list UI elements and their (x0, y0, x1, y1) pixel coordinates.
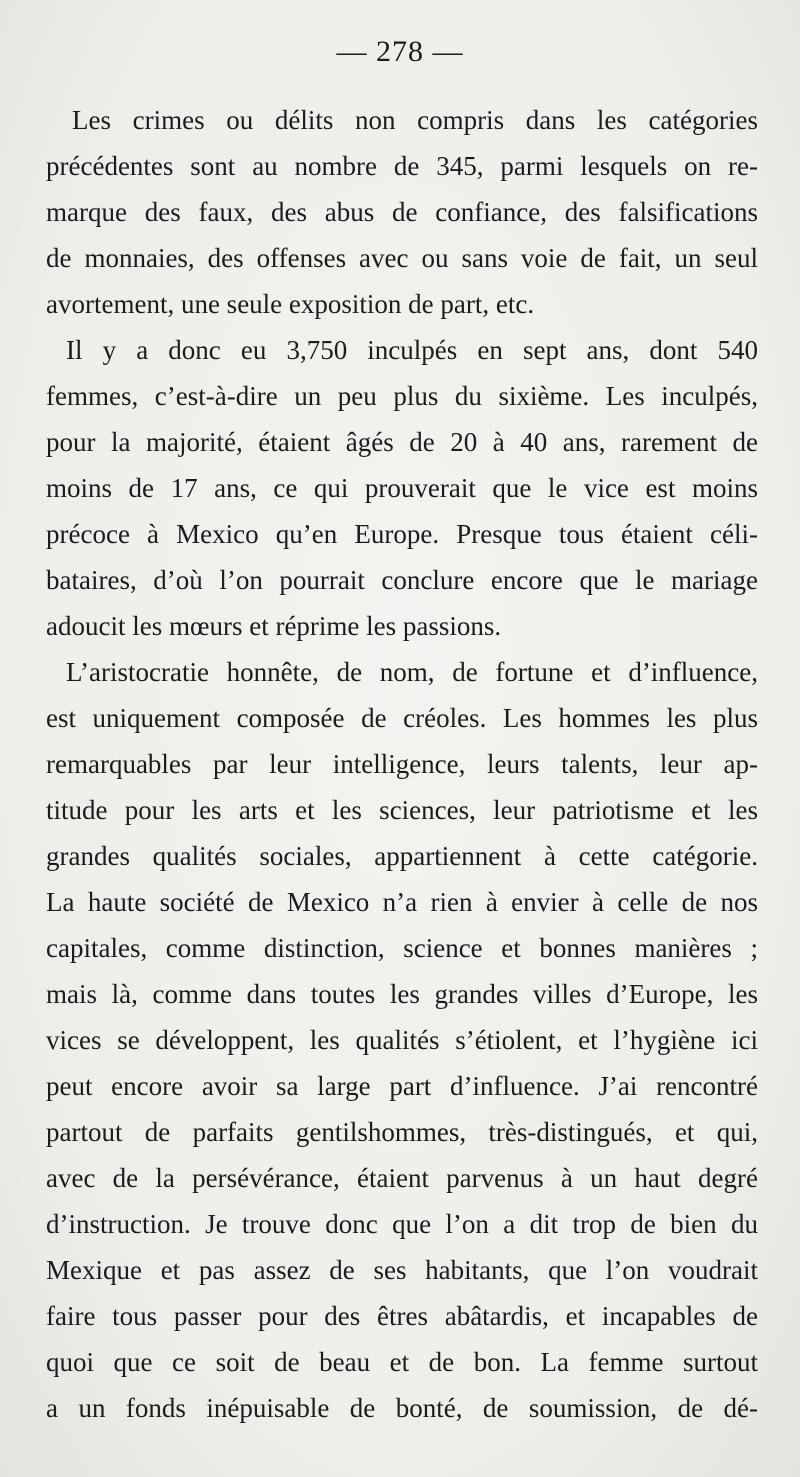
text-line: Il y a donc eu 3,750 inculpés en sept ans, dont 540 (66, 335, 758, 365)
text-line: marque des faux, des abus de confiance, des falsifications (46, 197, 758, 227)
text-line: Les crimes ou délits non compris dans les catégories (72, 105, 758, 135)
text-line: vices se développent, les qualités s’étiolent, et l’hygiène ici (46, 1025, 758, 1055)
text-line: quoi que ce soit de beau et de bon. La femme surtout (46, 1347, 758, 1377)
text-line: mais là, comme dans toutes les grandes villes d’Europe, les (46, 979, 758, 1009)
text-line: femmes, c’est-à-dire un peu plus du sixième. Les inculpés, (46, 381, 758, 411)
text-line: titude pour les arts et les sciences, leur patriotisme et les (46, 795, 758, 825)
text-line: d’instruction. Je trouve donc que l’on a dit trop de bien du (46, 1209, 758, 1239)
text-line: adoucit les mœurs et réprime les passions. (46, 611, 502, 641)
text-line: précédentes sont au nombre de 345, parmi lesquels on re- (46, 151, 758, 181)
text-line: Mexique et pas assez de ses habitants, que l’on voudrait (46, 1255, 758, 1285)
text-line: capitales, comme distinction, science et bonnes manières ; (46, 933, 758, 963)
text-line: a un fonds inépuisable de bonté, de soumission, de dé- (46, 1393, 758, 1423)
text-line: précoce à Mexico qu’en Europe. Presque tous étaient céli- (46, 519, 758, 549)
text-line: est uniquement composée de créoles. Les hommes les plus (46, 703, 758, 733)
text-line: remarquables par leur intelligence, leurs talents, leur ap- (46, 749, 758, 779)
text-line: pour la majorité, étaient âgés de 20 à 40 ans, rarement de (46, 427, 758, 457)
text-line: peut encore avoir sa large part d’influence. J’ai rencontré (46, 1071, 758, 1101)
text-line: L’aristocratie honnête, de nom, de fortune et d’influence, (66, 657, 758, 687)
text-line: grandes qualités sociales, appartiennent à cette catégorie. (46, 841, 758, 871)
text-line: faire tous passer pour des êtres abâtardis, et incapables de (46, 1301, 758, 1331)
text-line: avec de la persévérance, étaient parvenus à un haut degré (46, 1163, 758, 1193)
text-line: La haute société de Mexico n’a rien à envier à celle de nos (46, 887, 758, 917)
body-text (46, 97, 758, 1431)
text-line: bataires, d’où l’on pourrait conclure encore que le mariage (46, 565, 758, 595)
text-line: moins de 17 ans, ce qui prouverait que le vice est moins (46, 473, 758, 503)
text-line: avortement, une seule exposition de part, etc. (46, 289, 535, 319)
page-number: — 278 — (336, 35, 464, 68)
text-line: de monnaies, des offenses avec ou sans voie de fait, un seul (46, 243, 758, 273)
text-line: partout de parfaits gentilshommes, très-distingués, et qui, (46, 1117, 758, 1147)
